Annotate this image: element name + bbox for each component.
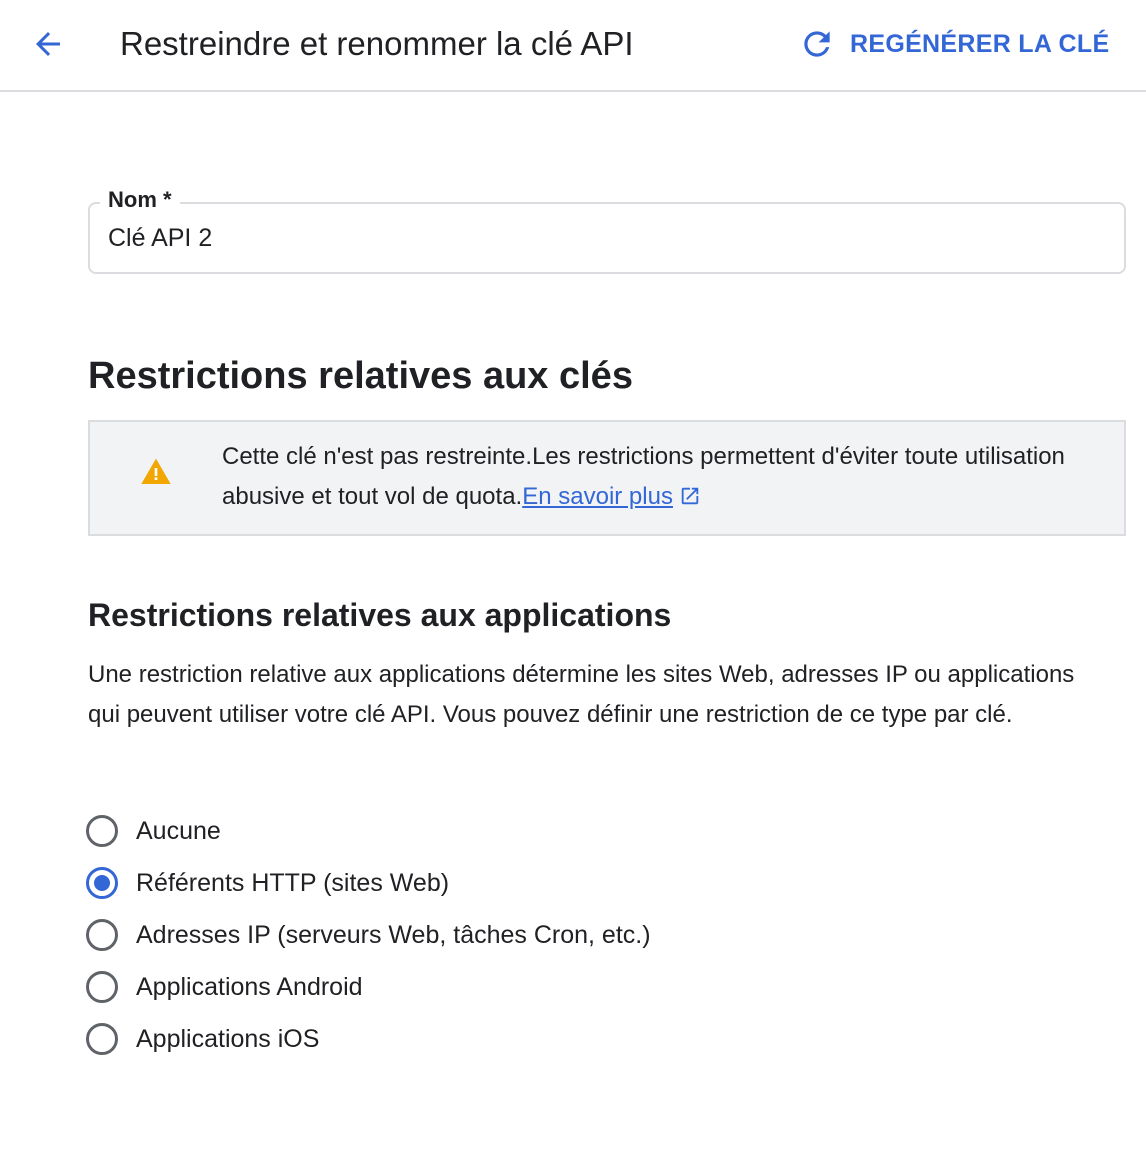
radio-button[interactable]	[86, 971, 118, 1003]
regenerate-key-button[interactable]	[798, 22, 1109, 66]
open-in-new-icon	[679, 485, 701, 507]
radio-option-http-referrers[interactable]	[86, 863, 449, 903]
top-bar	[0, 0, 1146, 92]
name-field-label: Nom *	[100, 184, 180, 216]
radio-button[interactable]	[86, 1023, 118, 1055]
refresh-icon	[798, 25, 836, 63]
radio-option-none[interactable]	[86, 811, 221, 851]
back-button[interactable]	[22, 22, 74, 66]
radio-button[interactable]	[86, 919, 118, 951]
learn-more-link[interactable]: En savoir plus	[522, 483, 673, 510]
radio-option-ip-addresses[interactable]	[86, 915, 651, 955]
radio-label: Aucune	[136, 816, 221, 845]
arrow-back-icon	[30, 26, 66, 62]
warning-text: Cette clé n'est pas restreinte.Les restrictions permettent d'éviter toute utilisation abusive et tout vol de quota.	[222, 443, 1065, 510]
radio-option-android-apps[interactable]	[86, 967, 363, 1007]
radio-button[interactable]	[86, 815, 118, 847]
radio-button[interactable]	[86, 867, 118, 899]
radio-label: Adresses IP (serveurs Web, tâches Cron, etc.)	[136, 920, 651, 949]
radio-label: Référents HTTP (sites Web)	[136, 868, 450, 897]
page-title: Restreindre et renommer la clé API	[120, 25, 634, 62]
key-restrictions-heading: Restrictions relatives aux clés	[88, 355, 633, 397]
warning-message	[222, 437, 1102, 517]
name-input[interactable]	[108, 218, 1098, 258]
app-restrictions-description: Une restriction relative aux applications détermine les sites Web, adresses IP ou applications qui peuvent utiliser votre clé API. Vous pouvez définir une restriction de ce type par clé.	[88, 661, 1075, 728]
regenerate-key-label: REGÉNÉRER LA CLÉ	[850, 29, 1110, 58]
radio-label: Applications Android	[136, 972, 363, 1001]
warning-triangle-icon	[140, 456, 172, 488]
app-restrictions-heading: Restrictions relatives aux applications	[88, 597, 672, 633]
radio-option-ios-apps[interactable]	[86, 1019, 319, 1059]
radio-label: Applications iOS	[136, 1024, 320, 1053]
